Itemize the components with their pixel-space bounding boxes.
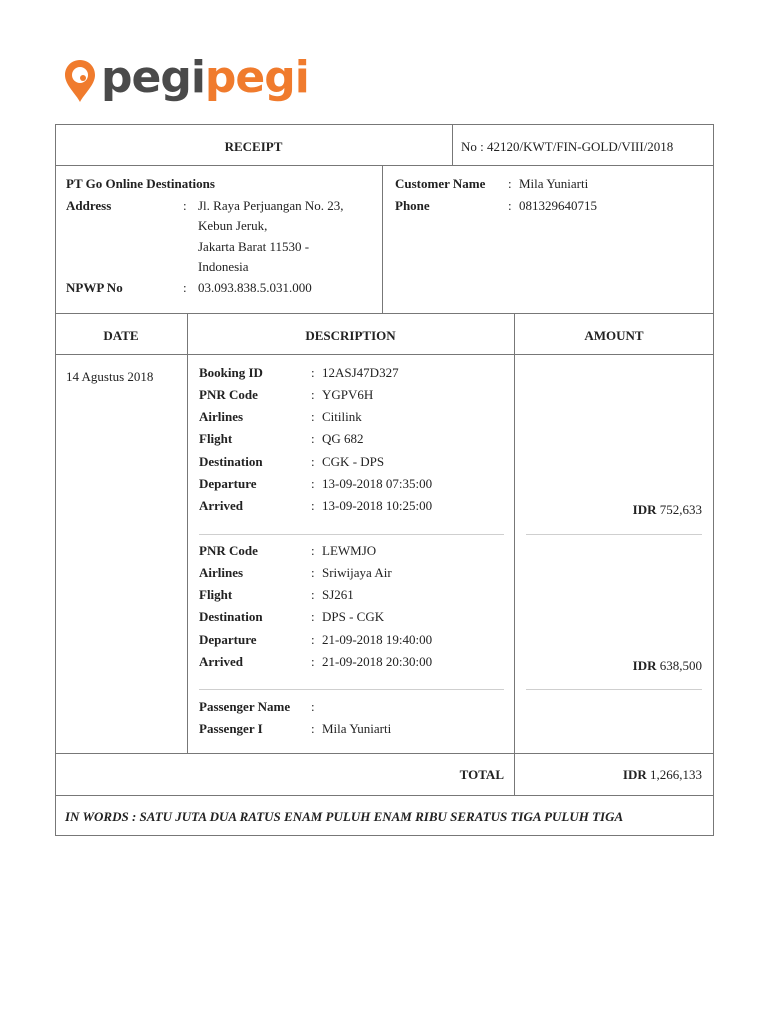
- colon: :: [311, 699, 315, 714]
- amount-value: 752,633: [659, 502, 702, 517]
- passenger-name: Mila Yuniarti: [322, 721, 392, 736]
- flight-detail-value: 21-09-2018 20:30:00: [322, 654, 433, 669]
- amount-in-words: IN WORDS : SATU JUTA DUA RATUS ENAM PULUH ENAM RIBU SERATUS TIGA PULUH TIGA: [65, 809, 624, 824]
- flight-detail-value: CGK - DPS: [322, 454, 385, 469]
- colon: :: [311, 454, 315, 469]
- divider: [55, 313, 714, 314]
- colon: :: [508, 198, 512, 213]
- flight-detail-label: Airlines: [199, 565, 244, 580]
- npwp-value: 03.093.838.5.031.000: [198, 280, 312, 295]
- transaction-date: 14 Agustus 2018: [66, 369, 154, 384]
- flight-detail-label: Arrived: [199, 498, 244, 513]
- amount-value: 1,266,133: [650, 767, 702, 782]
- booking-id-value: 12ASJ47D327: [322, 365, 399, 380]
- divider: [187, 313, 188, 753]
- flight-detail-value: 13-09-2018 10:25:00: [322, 498, 433, 513]
- flight-amount: [526, 658, 702, 674]
- section-divider: [199, 689, 504, 690]
- receipt-number: No : 42120/KWT/FIN-GOLD/VIII/2018: [461, 139, 674, 154]
- colon: :: [311, 565, 315, 580]
- divider: [55, 354, 714, 355]
- column-header-description: DESCRIPTION: [305, 328, 396, 343]
- amount-value: 638,500: [659, 658, 702, 673]
- divider: [382, 165, 383, 313]
- flight-detail-value: Citilink: [322, 409, 362, 424]
- company-name: PT Go Online Destinations: [66, 176, 215, 191]
- column-header-amount: AMOUNT: [584, 328, 644, 343]
- passenger-header-label: Passenger Name: [199, 699, 291, 714]
- flight-detail-value: 13-09-2018 07:35:00: [322, 476, 433, 491]
- flight-detail-label: Flight: [199, 587, 233, 602]
- colon: :: [311, 721, 315, 736]
- logo-text-dark: pegi: [101, 52, 205, 103]
- divider: [55, 165, 714, 166]
- divider: [452, 124, 453, 165]
- divider: [514, 313, 515, 753]
- colon: :: [508, 176, 512, 191]
- colon: :: [311, 431, 315, 446]
- column-header-date: DATE: [103, 328, 139, 343]
- flight-amount: [526, 502, 702, 518]
- divider: [55, 753, 714, 754]
- colon: :: [311, 387, 315, 402]
- customer-name-label: Customer Name: [395, 176, 486, 191]
- flight-detail-label: Flight: [199, 431, 233, 446]
- total-label: TOTAL: [459, 767, 504, 782]
- colon: :: [311, 365, 315, 380]
- colon: :: [311, 654, 315, 669]
- colon: :: [311, 409, 315, 424]
- passenger-label: Passenger I: [199, 721, 263, 736]
- currency-code: IDR: [622, 767, 647, 782]
- phone-label: Phone: [395, 198, 430, 213]
- colon: :: [311, 632, 315, 647]
- flight-detail-value: Sriwijaya Air: [322, 565, 392, 580]
- flight-detail-label: PNR Code: [199, 543, 258, 558]
- colon: :: [311, 543, 315, 558]
- flight-detail-value: DPS - CGK: [322, 609, 385, 624]
- flight-detail-label: Departure: [199, 476, 257, 491]
- address-line: Jakarta Barat 11530 -: [198, 239, 310, 254]
- receipt-title: RECEIPT: [224, 139, 283, 154]
- colon: :: [311, 609, 315, 624]
- flight-detail-label: PNR Code: [199, 387, 258, 402]
- colon: :: [183, 198, 187, 213]
- address-label: Address: [66, 198, 112, 213]
- npwp-label: NPWP No: [66, 280, 123, 295]
- section-divider: [526, 534, 702, 535]
- divider: [514, 753, 515, 795]
- section-divider: [199, 534, 504, 535]
- flight-detail-value: QG 682: [322, 431, 364, 446]
- flight-detail-label: Destination: [199, 609, 263, 624]
- flight-detail-value: LEWMJO: [322, 543, 377, 558]
- logo-wordmark: [101, 52, 309, 103]
- colon: :: [311, 587, 315, 602]
- colon: :: [311, 476, 315, 491]
- brand-logo: [63, 52, 309, 104]
- flight-detail-value: 21-09-2018 19:40:00: [322, 632, 433, 647]
- colon: :: [311, 498, 315, 513]
- flight-detail-value: YGPV6H: [322, 387, 374, 402]
- currency-code: IDR: [632, 502, 657, 517]
- divider: [55, 795, 714, 796]
- flight-detail-label: Destination: [199, 454, 263, 469]
- customer-name: Mila Yuniarti: [519, 176, 589, 191]
- section-divider: [526, 689, 702, 690]
- booking-id-label: Booking ID: [199, 365, 263, 380]
- address-line: Indonesia: [198, 259, 249, 274]
- colon: :: [183, 280, 187, 295]
- total-amount: [526, 767, 702, 783]
- flight-detail-label: Airlines: [199, 409, 244, 424]
- address-line: Jl. Raya Perjuangan No. 23,: [198, 198, 344, 213]
- location-pin-icon: [63, 58, 97, 104]
- phone-value: 081329640715: [519, 198, 597, 213]
- flight-detail-label: Departure: [199, 632, 257, 647]
- flight-detail-value: SJ261: [322, 587, 354, 602]
- logo-text-orange: pegi: [204, 52, 309, 103]
- flight-detail-label: Arrived: [199, 654, 244, 669]
- currency-code: IDR: [632, 658, 657, 673]
- address-line: Kebun Jeruk,: [198, 218, 268, 233]
